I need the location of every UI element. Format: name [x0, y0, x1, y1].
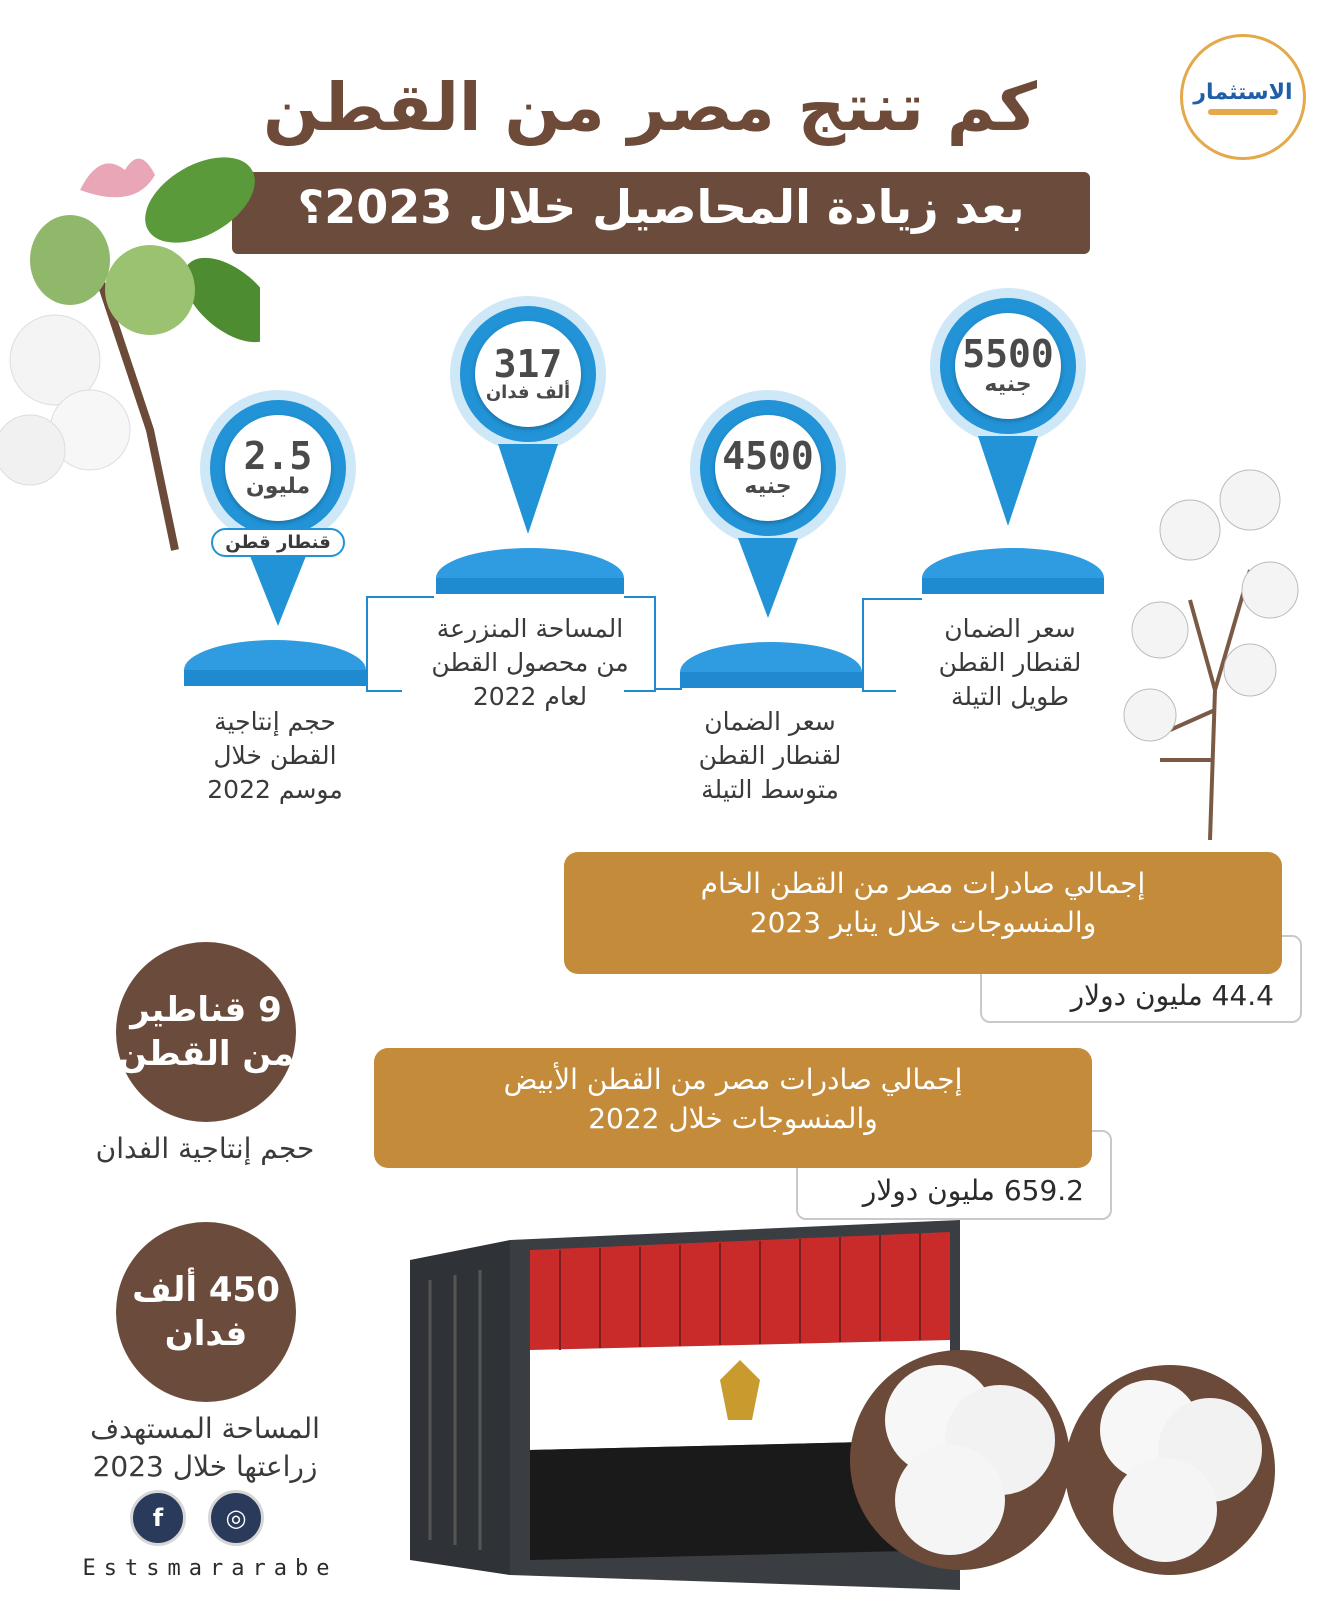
- pin-value: 317: [493, 342, 563, 387]
- pin-tip: [498, 444, 558, 534]
- stat-caption: المساحة المستهدف زراعتها خلال 2023: [90, 1412, 320, 1483]
- logo-text: الاستثمار: [1193, 79, 1293, 105]
- pin-base-bar: [680, 672, 862, 688]
- pin-value: 2.5: [243, 433, 313, 478]
- pin-tip: [248, 551, 308, 626]
- pin-circle: [450, 296, 606, 452]
- dribbble-icon[interactable]: ◎: [208, 1490, 264, 1546]
- pin-tip: [738, 538, 798, 618]
- logo-underline: [1208, 109, 1278, 115]
- cotton-stem-illustration: [1100, 460, 1310, 840]
- page-subtitle: بعد زيادة المحاصيل خلال 2023؟: [297, 180, 1025, 234]
- pin-unit: جنيه: [984, 371, 1032, 397]
- pin-base: [436, 548, 624, 578]
- pin-base: [922, 548, 1104, 578]
- export-title-box: إجمالي صادرات مصر من القطن الخام والمنسوجات خلال يناير 2023: [564, 852, 1282, 974]
- pin-tag: قنطار قطن: [211, 528, 345, 557]
- stat-caption: حجم إنتاجية الفدان: [95, 1132, 315, 1165]
- export-value: 659.2 مليون دولار: [862, 1174, 1084, 1207]
- pin-base-bar: [436, 578, 624, 594]
- stat-pin: [200, 390, 356, 626]
- stat-circle: 450 ألف فدان: [116, 1222, 296, 1402]
- pin-caption: سعر الضمان لقنطار القطن متوسط التيلة: [698, 707, 842, 804]
- pin-caption: المساحة المنزرعة من محصول القطن لعام 2022: [431, 614, 629, 711]
- pin-base: [680, 642, 862, 672]
- pin-unit: ألف فدان: [485, 382, 571, 404]
- pin-caption: سعر الضمان لقنطار القطن طويل التيلة: [938, 614, 1082, 711]
- connector-line: [400, 596, 434, 598]
- stat-pin: [450, 296, 606, 534]
- stat-circle: 9 قناطير من القطن: [116, 942, 296, 1122]
- pin-circle: [930, 288, 1086, 444]
- page-title: كم تنتج مصر من القطن: [262, 69, 1038, 146]
- facebook-icon[interactable]: f: [130, 1490, 186, 1546]
- pin-base-bar: [184, 670, 366, 686]
- pin-circle: [690, 390, 846, 546]
- connector-line: [894, 598, 922, 600]
- pin-value: 4500: [722, 433, 814, 478]
- stat-pin: [690, 390, 846, 618]
- pin-value: 5500: [962, 331, 1054, 376]
- pin-circle: [200, 390, 356, 546]
- connector-line: [366, 596, 402, 692]
- pin-caption: حجم إنتاجية القطن خلال موسم 2022: [207, 707, 343, 804]
- export-title-box: إجمالي صادرات مصر من القطن الأبيض والمنسوجات خلال 2022: [374, 1048, 1092, 1168]
- pin-base-bar: [922, 578, 1104, 594]
- stat-pin: [930, 288, 1086, 526]
- connector-line: [862, 598, 896, 692]
- brand-logo: [1180, 34, 1306, 160]
- pin-unit: مليون: [245, 473, 311, 499]
- pin-unit: جنيه: [744, 473, 792, 499]
- pin-tip: [978, 436, 1038, 526]
- pin-base: [184, 640, 366, 670]
- export-value: 44.4 مليون دولار: [1070, 979, 1274, 1012]
- site-name: Estsmararabe: [82, 1556, 338, 1581]
- cotton-balls-illustration: [850, 1320, 1290, 1600]
